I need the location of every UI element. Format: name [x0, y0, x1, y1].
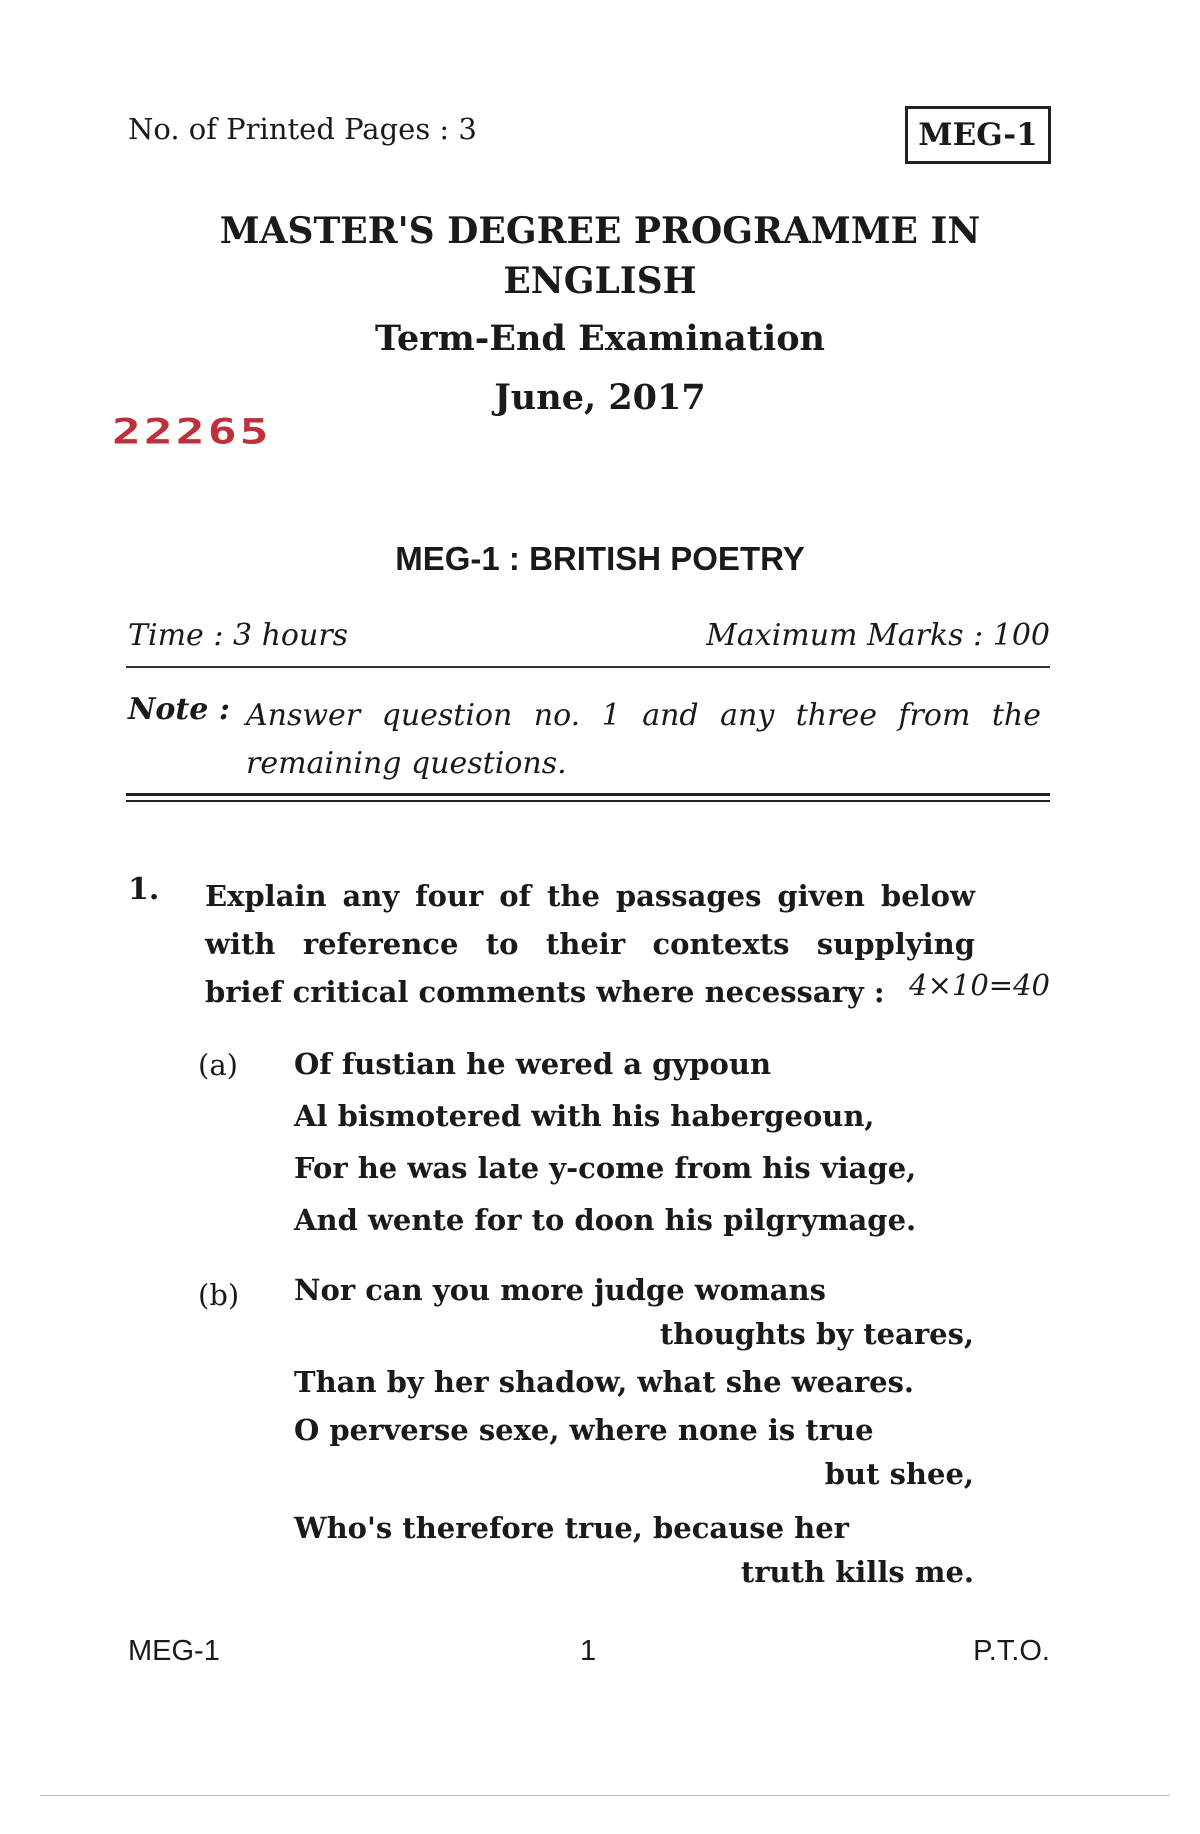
question-text: Explain any four of the passages given below with reference to their contexts supplying brief critical comments where necessary :	[205, 879, 975, 1009]
course-title: MEG-1 : BRITISH POETRY	[395, 540, 805, 577]
note-label: Note :	[128, 692, 230, 727]
serial-stamp: 22265	[112, 412, 272, 453]
part-a-passage	[294, 1038, 974, 1246]
maximum-marks: Maximum Marks : 100	[706, 618, 1050, 653]
exam-date: June, 2017	[494, 377, 706, 418]
instruction-note	[128, 692, 1048, 788]
printed-pages-count: No. of Printed Pages : 3	[128, 112, 477, 146]
part-a-label: (a)	[198, 1048, 238, 1082]
part-b-passage	[294, 1268, 974, 1594]
verse-line: For he was late y-come from his viage,	[294, 1151, 917, 1185]
bottom-edge-line	[40, 1795, 1170, 1796]
verse-line: Al bismotered with his habergeoun,	[294, 1099, 875, 1133]
footer-paper-code: MEG-1	[128, 1635, 220, 1667]
programme-title-line2: ENGLISH	[503, 260, 697, 302]
footer-page-number: 1	[580, 1635, 597, 1667]
part-b-label: (b)	[198, 1278, 240, 1312]
verse-line: O perverse sexe, where none is true	[294, 1413, 874, 1447]
verse-line: Than by her shadow, what she weares.	[294, 1365, 915, 1399]
programme-title	[150, 206, 1050, 306]
question-marks: 4×10=40	[909, 968, 1050, 1002]
verse-line: Who's therefore true, because her	[294, 1511, 849, 1545]
verse-line: Of fustian he wered a gypoun	[294, 1047, 772, 1081]
divider-line	[126, 666, 1050, 668]
double-divider-line	[126, 793, 1050, 802]
note-text: Answer question no. 1 and any three from the remaining questions.	[246, 698, 1041, 781]
verse-line: And wente for to doon his pilgrymage.	[294, 1203, 917, 1237]
question-number: 1.	[128, 872, 160, 907]
exam-title: Term-End Examination	[374, 318, 825, 359]
verse-line: thoughts by teares,	[659, 1317, 974, 1351]
verse-line: truth kills me.	[740, 1555, 974, 1589]
paper-code-box: MEG-1	[905, 106, 1051, 164]
verse-line: but shee,	[824, 1457, 974, 1491]
footer-pto: P.T.O.	[973, 1635, 1050, 1667]
verse-line: Nor can you more judge womans	[294, 1273, 826, 1307]
time-allowed: Time : 3 hours	[128, 618, 349, 653]
programme-title-line1: MASTER'S DEGREE PROGRAMME IN	[219, 210, 981, 252]
